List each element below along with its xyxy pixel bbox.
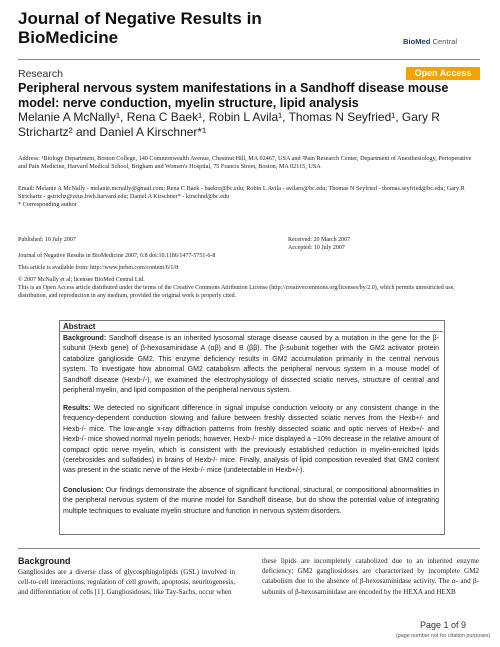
publication-dates: [18, 236, 480, 251]
received-date: Received: 20 March 2007: [288, 237, 351, 243]
abstract-heading: Abstract: [63, 322, 96, 331]
journal-name: Journal of Negative Results in BioMedicine: [18, 9, 262, 47]
email-list: Email: Melanie A McNally - melanie.mcnally@gmail.com; Rena C Baek - baekre@bc.edu; Robin L Avila - avilaro@bc.edu; Thomas N Seyfried - thomas.seyfried@bc.edu; Gary R Strichartz - gstrichz@zeus.bwh.harvard.edu; Daniel A Kirschner* - kirschnd@bc.edu: [18, 185, 465, 201]
abstract-background: [63, 334, 439, 396]
page-number-note: (page number not for citation purposes): [396, 633, 491, 639]
received-accepted: [288, 236, 350, 252]
open-access-badge: Open Access: [406, 67, 480, 80]
logo-bio-text: BioMed: [403, 37, 431, 46]
body-rule: [18, 548, 480, 549]
author-list: Melanie A McNally¹, Rena C Baek¹, Robin L Avila¹, Thomas N Seyfried¹, Gary R Strichartz² and Daniel A Kirschner*¹: [18, 110, 440, 139]
availability-line: This article is available from: http://www.jnrbm.com/content/6/1/8: [18, 265, 179, 271]
copyright-holder: © 2007 McNally et al; licensee BioMed Central Ltd.: [18, 277, 145, 283]
abstract-results: [63, 404, 439, 477]
abstract-background-label: Background:: [63, 335, 107, 342]
page-number: Page 1 of 9: [420, 620, 467, 630]
abstract-rule: [59, 331, 443, 332]
abstract-conclusion: [63, 486, 439, 517]
biomed-central-logo: [403, 37, 457, 46]
abstract-conclusion-text: Our findings demonstrate the absence of significant functional, structural, or compositional abnormalities in the peripheral nervous system of the murine model for Sandhoff disease, but do show the potential value of integrating multiple techniques to evaluate myelin structure and function in nervous system disorders.: [63, 487, 439, 515]
author-emails: [18, 185, 480, 210]
article-type: Research: [18, 68, 63, 80]
body-right-column: these lipids are incompletely catabolized due to an inherited enzyme deficiency; GM2 gangliosidoses are characterized by incomplete GM2 catabolism due to the absence of β-hexosaminidase activity. The α- and β-subunits of β-hexosaminidase are encoded by the HEXA and HEXB: [262, 557, 479, 596]
abstract-conclusion-label: Conclusion:: [63, 487, 104, 494]
article-title: Peripheral nervous system manifestations in a Sandhoff disease mouse model: nerve conduction, myelin structure, lipid analysis: [18, 81, 449, 110]
header-rule: [18, 59, 480, 60]
license-text: This is an Open Access article distributed under the terms of the Creative Commons Attribution License (http://creativecommons.org/licenses/by/2.0), which permits unrestricted use, distribution, and reproduction in any medium, provided the original work is properly cited.: [18, 285, 455, 299]
accepted-date: Accepted: 10 July 2007: [288, 245, 345, 251]
abstract-background-text: Sandhoff disease is an inherited lysosomal storage disease caused by a mutation in the gene for the β-subunit (Hexb gene) of β-hexosaminidase A (αβ) and B (ββ). The β-subunit together with the GM2 activator protein catabolize ganglioside GM2. This enzyme deficiency results in GM2 accumulation primarily in the central nervous system. To investigate how abnormal GM2 catabolism affects the peripheral nervous system in a mouse model of Sandhoff disease (Hexb-/-), we examined the electrophysiology of dissected sciatic nerves, structure of central and peripheral myelin, and lipid composition of the peripheral nervous system.: [63, 335, 439, 395]
copyright-block: [18, 276, 480, 300]
published-date: Published: 10 July 2007: [18, 237, 76, 243]
logo-central-text: Central: [432, 37, 458, 46]
abstract-results-text: We detected no significant difference in signal impulse conduction velocity or any consistent change in the frequency-dependent conduction slowing and failure between freshly dissected sciatic nerves from the Hexb+/- and Hexb-/- mice. The low-angle x-ray diffraction patterns from freshly dissected sciatic and optic nerves of Hexb+/- and Hexb-/- mice showed normal myelin periods; however, Hexb-/- mice displayed a ~10% decrease in the relative amount of compact optic nerve myelin, which is consistent with the previously established reduction in myelin-enriched lipids (cerebrosides and sulfatides) in brains of Hexb-/- mice. Finally, analysis of lipid composition revealed that GM2 content was present in the sciatic nerve of the Hexb-/- mice (undetectable in Hexb+/-).: [63, 405, 439, 475]
body-left-column: Gangliosides are a diverse class of glycosphingolipids (GSL) involved in cell-to-cell interactions, regulation of cell growth, apoptosis, neuritogenesis, and differentiation of cells [1]. Gangliosidoses, like Tay-Sachs, occur when: [18, 568, 235, 597]
author-address: Address: ¹Biology Department, Boston College, 140 Commonwealth Avenue, Chestnut Hill, MA 02467, USA and ²Pain Research Center, Department of Anesthesiology, Perioperative and Pain Medicine, Harvard Medical School, Brigham and Women's Hospital, 75 Francis Street, Boston, MA 02115, USA: [18, 155, 472, 171]
abstract-results-label: Results:: [63, 405, 91, 412]
background-heading: Background: [18, 556, 71, 566]
citation-line: Journal of Negative Results in BioMedicine 2007, 6:8 doi:10.1186/1477-5751-6-8: [18, 253, 216, 259]
corresponding-author-note: * Corresponding author: [18, 201, 77, 209]
